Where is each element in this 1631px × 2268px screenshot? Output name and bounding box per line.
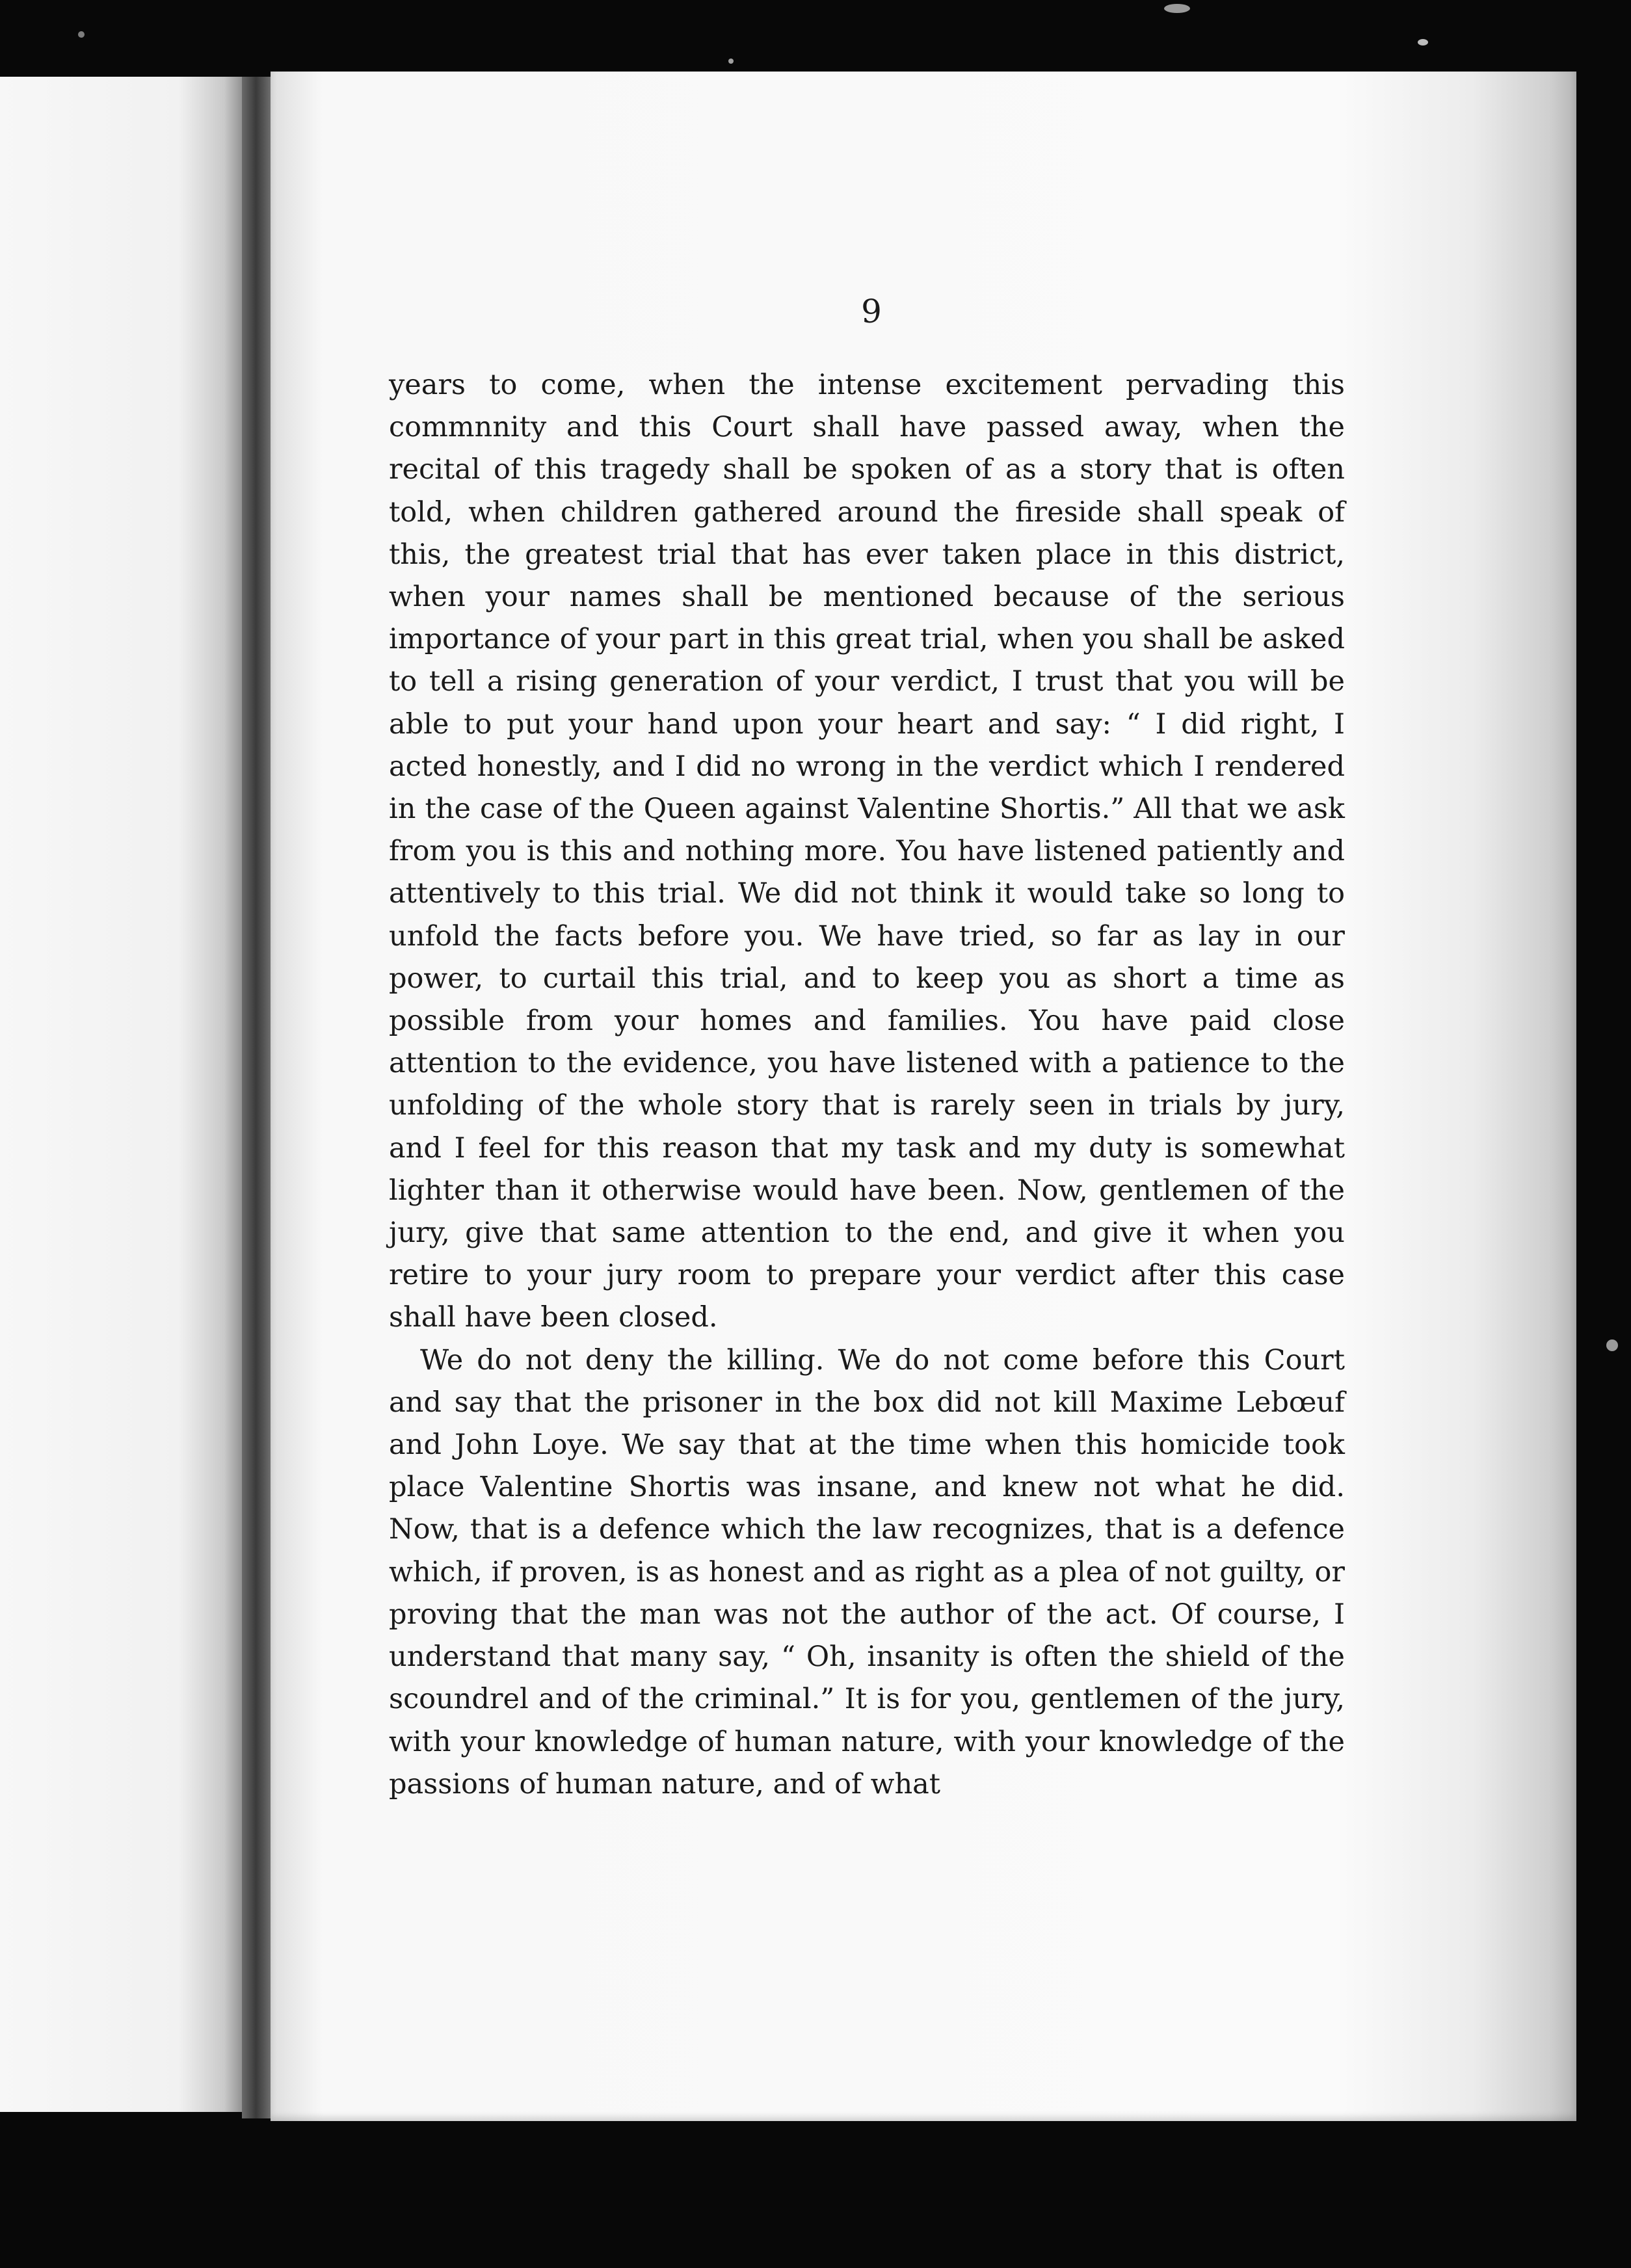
dust-speck xyxy=(78,31,85,38)
dust-speck xyxy=(1418,39,1428,46)
page-body-text xyxy=(389,364,1345,1806)
paragraph-2: We do not deny the killing. We do not come before this Court and say that the prisoner in the box did not kill Maxime Lebœuf and John Loye. We say that at the time when this homicide took place Valentine Shortis was insane, and knew not what he did. Now, that is a defence which the law recognizes, that is a defence which, if proven, is as honest and as right as a plea of not guilty, or proving that the man was not the author of the act. Of course, I understand that many say, “ Oh, insanity is often the shield of the scoundrel and of the criminal.” It is for you, gentlemen of the jury, with your knowledge of human nature, with your knowledge of the passions of human nature, and of what xyxy=(389,1343,1345,1800)
page-number: 9 xyxy=(861,293,882,330)
dust-speck xyxy=(728,59,734,64)
left-page xyxy=(0,77,255,2112)
paragraph-1: years to come, when the intense excitement pervading this commnnity and this Court shall have passed away, when the recital of this tragedy shall be spoken of as a story that is often told, when children gathered around the fireside shall speak of this, the greatest trial that has ever taken place in this district, when your names shall be mentioned because of the serious importance of your part in this great trial, when you shall be asked to tell a rising generation of your verdict, I trust that you will be able to put your hand upon your heart and say: “ I did right, I acted honestly, and I did no wrong in the verdict which I rendered in the case of the Queen against Valentine Shortis.” All that we ask from you is this and nothing more. You have listened patiently and attentively to this trial. We did not think it would take so long to unfold the facts before you. We have tried, so far as lay in our power, to curtail this trial, and to keep you as short a time as possible from your homes and families. You have paid close attention to the evidence, you have listened with a patience to the unfolding of the whole story that is rarely seen in trials by jury, and I feel for this reason that my task and my duty is somewhat lighter than it otherwise would have been. Now, gentlemen of the jury, give that same attention to the end, and give it when you retire to your jury room to prepare your verdict after this case shall have been closed. xyxy=(389,369,1345,1334)
dust-speck xyxy=(1606,1339,1618,1351)
dust-speck xyxy=(1164,4,1190,13)
